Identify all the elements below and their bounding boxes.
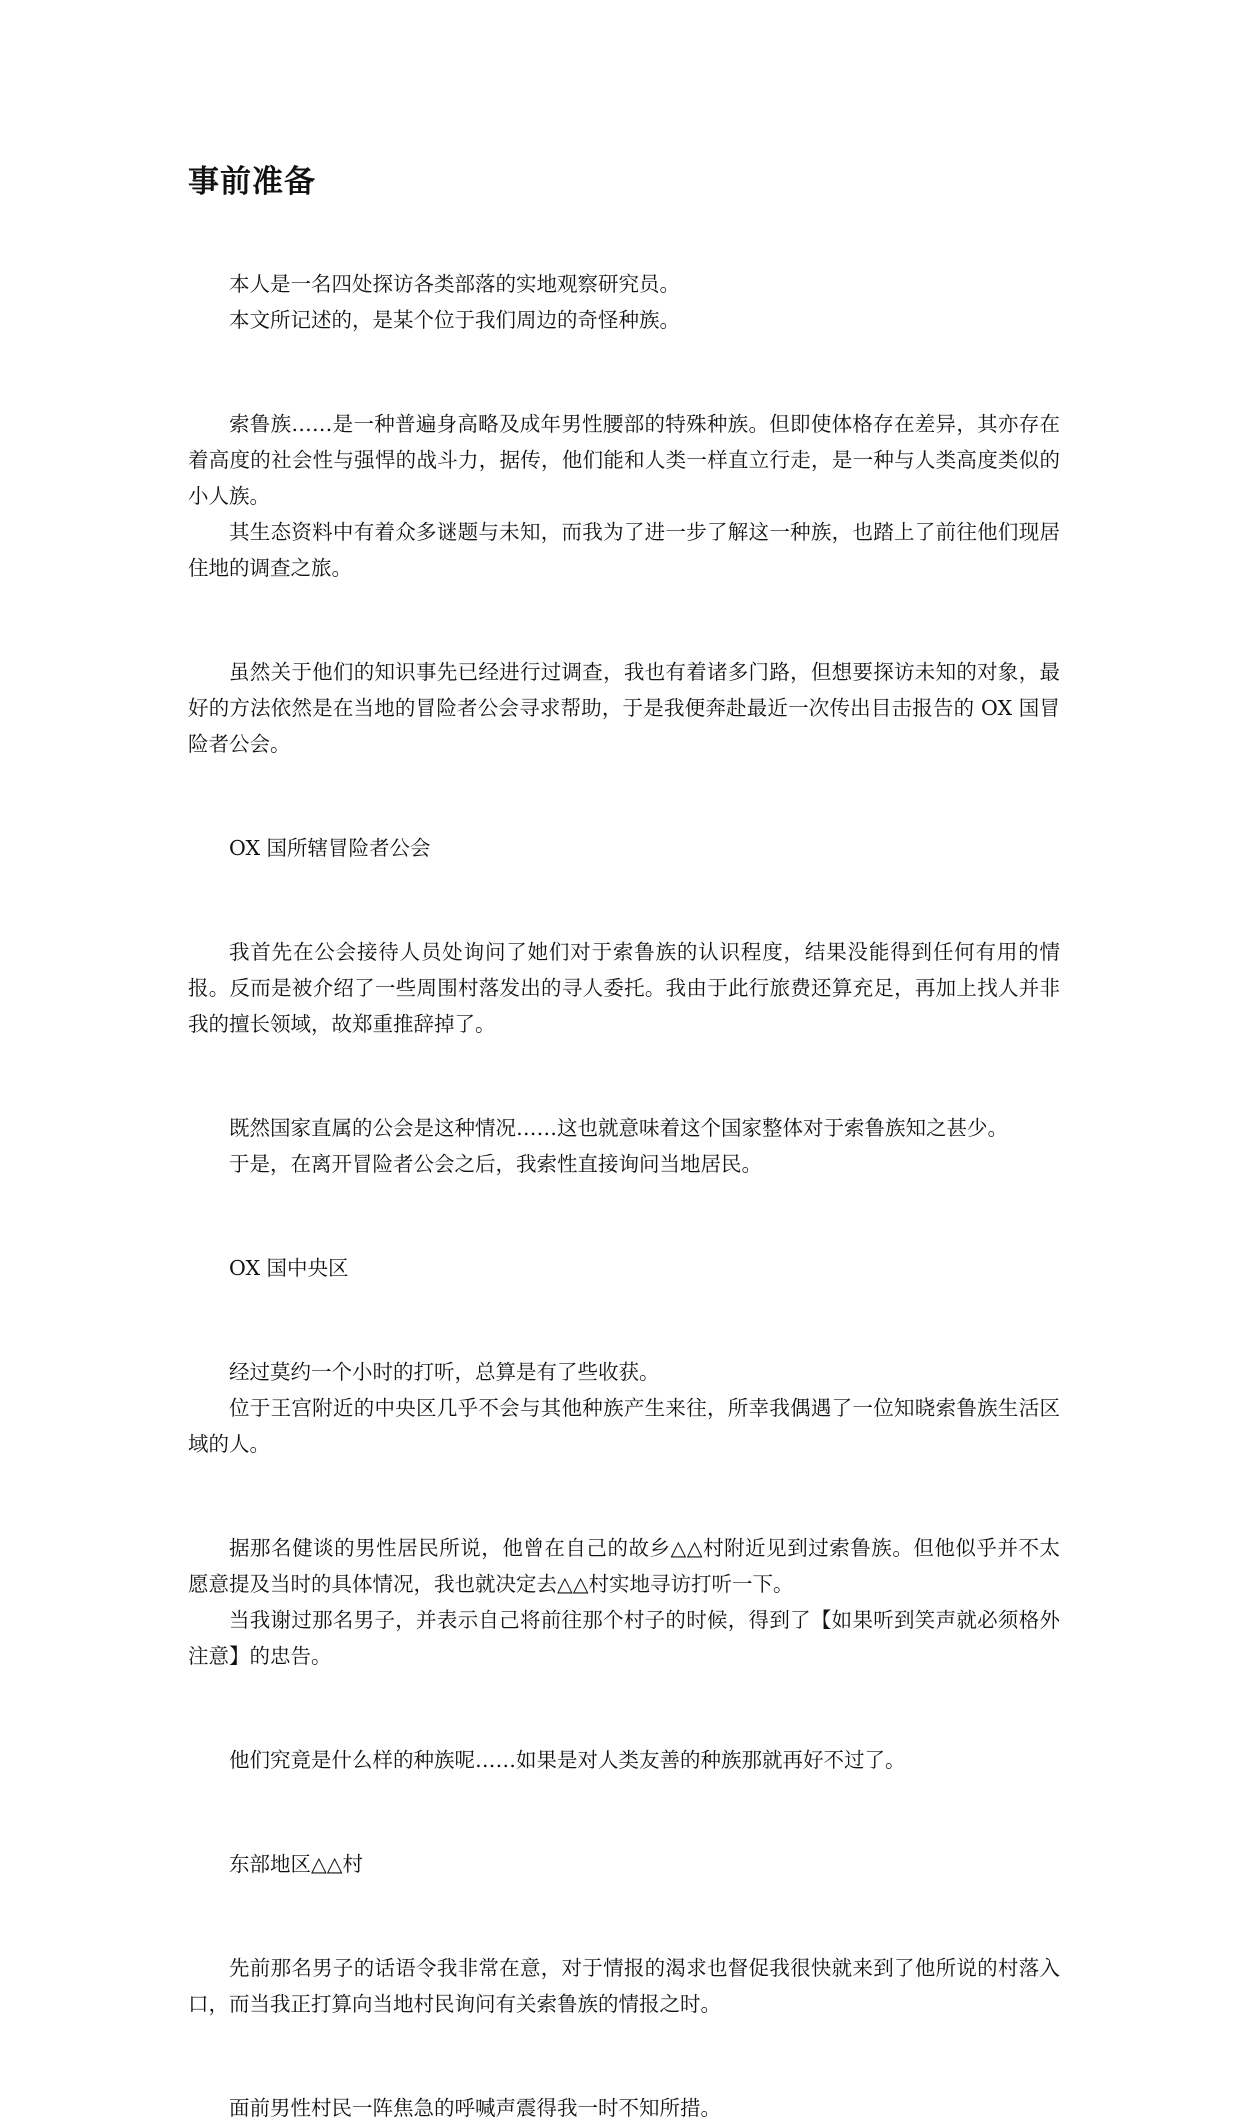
paragraph: 本人是一名四处探访各类部落的实地观察研究员。	[229, 272, 680, 296]
paragraph: 虽然关于他们的知识事先已经进行过调查，我也有着诸多门路，但想要探访未知的对象，最好的方法依然是在当地的冒险者公会寻求帮助，于是我便奔赴最近一次传出目击报告的 OX 国冒险者公会。	[188, 660, 1060, 756]
paragraph-gap	[188, 1302, 1060, 1338]
paragraph: 其生态资料中有着众多谜题与未知，而我为了进一步了解这一种族，也踏上了前往他们现居住地的调查之旅。	[188, 520, 1060, 580]
paragraph-gap	[188, 602, 1060, 638]
page-title: 事前准备	[188, 164, 316, 200]
paragraph-gap	[188, 1690, 1060, 1726]
document-body	[188, 266, 1060, 2126]
paragraph: 我首先在公会接待人员处询问了她们对于索鲁族的认识程度，结果没能得到任何有用的情报。反而是被介绍了一些周围村落发出的寻人委托。我由于此行旅费还算充足，再加上找人并非我的擅长领域，故郑重推辞掉了。	[188, 940, 1060, 1036]
paragraph-gap	[188, 1198, 1060, 1234]
paragraph: 既然国家直属的公会是这种情况……这也就意味着这个国家整体对于索鲁族知之甚少。	[229, 1116, 1008, 1140]
paragraph-gap	[188, 1478, 1060, 1514]
paragraph: 索鲁族……是一种普遍身高略及成年男性腰部的特殊种族。但即使体格存在差异，其亦存在着高度的社会性与强悍的战斗力，据传，他们能和人类一样直立行走，是一种与人类高度类似的小人族。	[188, 412, 1060, 508]
paragraph: OX 国所辖冒险者公会	[229, 836, 431, 860]
paragraph: 他们究竟是什么样的种族呢……如果是对人类友善的种族那就再好不过了。	[229, 1748, 906, 1772]
paragraph-gap	[188, 778, 1060, 814]
paragraph-gap	[188, 1898, 1060, 1934]
paragraph-gap	[188, 354, 1060, 390]
paragraph-gap	[188, 1058, 1060, 1094]
paragraph: 于是，在离开冒险者公会之后，我索性直接询问当地居民。	[229, 1152, 762, 1176]
paragraph: 位于王宫附近的中央区几乎不会与其他种族产生来往，所幸我偶遇了一位知晓索鲁族生活区域的人。	[188, 1396, 1060, 1456]
paragraph: 本文所记述的，是某个位于我们周边的奇怪种族。	[229, 308, 680, 332]
paragraph: 据那名健谈的男性居民所说，他曾在自己的故乡△△村附近见到过索鲁族。但他似乎并不太愿意提及当时的具体情况，我也就决定去△△村实地寻访打听一下。	[188, 1536, 1060, 1596]
paragraph: 东部地区△△村	[229, 1852, 364, 1876]
paragraph-gap	[188, 2038, 1060, 2074]
paragraph-gap	[188, 1794, 1060, 1830]
paragraph: OX 国中央区	[229, 1256, 349, 1280]
paragraph: 经过莫约一个小时的打听，总算是有了些收获。	[229, 1360, 660, 1384]
paragraph-gap	[188, 882, 1060, 918]
paragraph: 先前那名男子的话语令我非常在意，对于情报的渴求也督促我很快就来到了他所说的村落入口，而当我正打算向当地村民询问有关索鲁族的情报之时。	[188, 1956, 1060, 2016]
paragraph: 当我谢过那名男子，并表示自己将前往那个村子的时候，得到了【如果听到笑声就必须格外注意】的忠告。	[188, 1608, 1060, 1668]
paragraph: 面前男性村民一阵焦急的呼喊声震得我一时不知所措。	[229, 2096, 721, 2120]
